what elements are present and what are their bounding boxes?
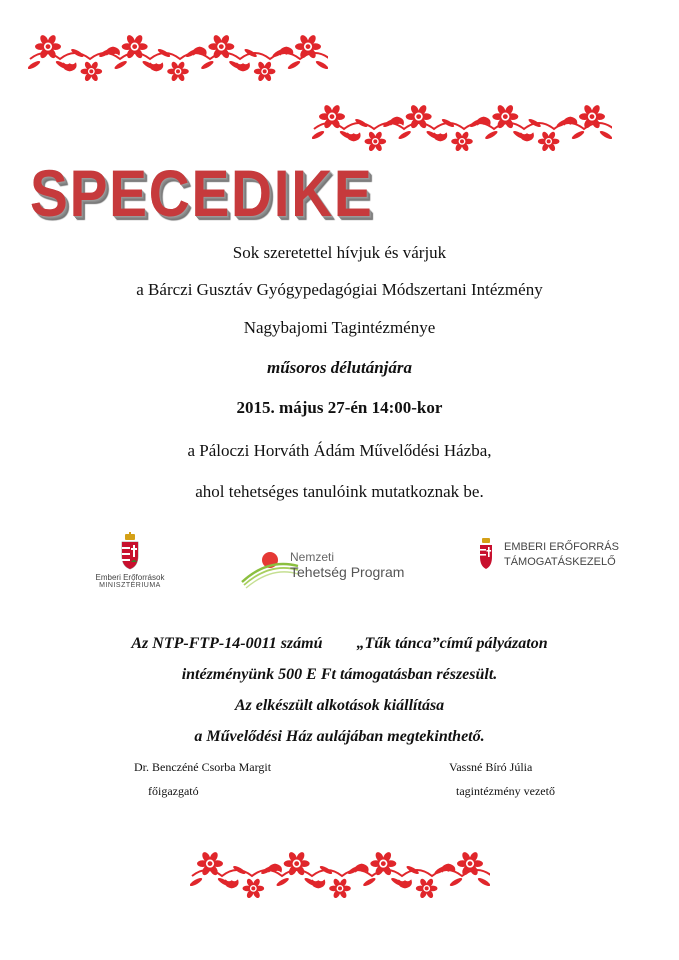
floral-border-top-right: [312, 98, 612, 160]
signature-left-role: főigazgató: [148, 784, 199, 798]
funding-line-1: [0, 635, 679, 653]
program-logo-line1: Nemzeti: [290, 550, 335, 564]
floral-border-top-left: [28, 28, 328, 90]
agency-logo-line2: TÁMOGATÁSKEZELŐ: [504, 556, 616, 568]
ministry-logo: [80, 532, 180, 589]
signature-right-name: Vassné Bíró Júlia: [449, 760, 533, 774]
page-title: SPECEDIKE: [30, 156, 374, 230]
hungarian-coat-of-arms-icon: [119, 532, 141, 570]
funding-line-3: Az elkészült alkotások kiállítása: [234, 697, 445, 714]
invitation-line-2: a Bárczi Gusztáv Gyógypedagógiai Módszertani Intézmény: [136, 280, 543, 299]
invitation-line-7: ahol tehetséges tanulóink mutatkoznak be.: [195, 482, 484, 501]
funding-line-2: intézményünk 500 E Ft támogatásban részesült.: [181, 666, 498, 683]
funding-project-name: „Tűk tánca”című pályázaton: [356, 635, 548, 652]
event-venue: a Páloczi Horváth Ádám Művelődési Házba,: [187, 441, 492, 460]
invitation-line-4: műsoros délutánjára: [266, 358, 412, 377]
signature-left-name: Dr. Benczéné Csorba Margit: [134, 760, 272, 774]
agency-crest-icon: [478, 537, 494, 571]
event-date: 2015. május 27-én 14:00-kor: [236, 398, 443, 417]
ministry-logo-line1: Emberi Erőforrások: [95, 573, 165, 582]
funding-line-4: a Művelődési Ház aulájában megtekinthető.: [194, 728, 485, 745]
invitation-line-3: Nagybajomi Tagintézménye: [243, 318, 436, 337]
floral-border-bottom: [190, 845, 490, 907]
invitation-line-1: Sok szeretettel hívjuk és várjuk: [232, 243, 447, 262]
agency-logo: [478, 537, 628, 577]
ministry-logo-line2: MINISZTÉRIUMA: [99, 582, 161, 589]
program-logo: [240, 550, 420, 592]
agency-logo-line1: EMBERI ERŐFORRÁS: [504, 541, 619, 553]
funding-project-id: Az NTP-FTP-14-0011 számú: [131, 635, 323, 652]
signature-right-role: tagintézmény vezető: [456, 784, 555, 798]
program-logo-line2: Tehetség Program: [290, 564, 405, 580]
